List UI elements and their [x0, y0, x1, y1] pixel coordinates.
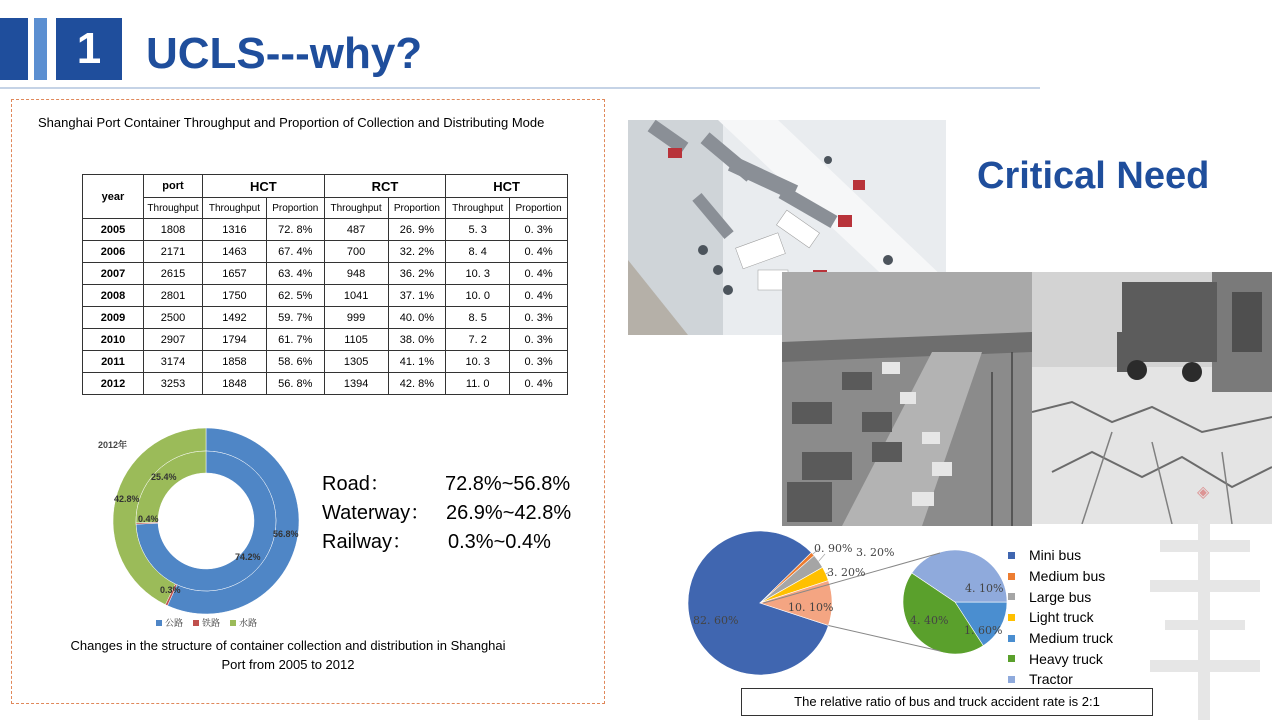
col-group-3: HCT — [446, 175, 568, 198]
table-cell: 40. 0% — [388, 307, 446, 329]
donut-label-rail-outer: 0.4% — [138, 514, 159, 524]
accident-pie-chart — [680, 525, 1020, 690]
sub-throughput: Throughput — [324, 198, 388, 219]
table-cell: 0. 4% — [510, 241, 568, 263]
table-cell: 2500 — [144, 307, 203, 329]
legend-swatch — [1008, 655, 1015, 662]
legend-swatch — [1008, 676, 1015, 683]
table-row — [83, 307, 568, 329]
caption-line-2: Port from 2005 to 2012 — [221, 657, 355, 672]
pie-label-medium-bus: 0. 90% — [814, 542, 853, 555]
year-cell: 2010 — [83, 329, 144, 351]
table-cell: 67. 4% — [266, 241, 324, 263]
table-cell: 1657 — [203, 263, 267, 285]
legend-item — [1008, 545, 1113, 566]
table-cell: 1105 — [324, 329, 388, 351]
table-title: Shanghai Port Container Throughput and Proportion of Collection and Distributing Mode — [38, 115, 545, 130]
stat-railway — [322, 528, 571, 557]
table-cell: 7. 2 — [446, 329, 510, 351]
sub-proportion: Proportion — [266, 198, 324, 219]
stat-road — [322, 470, 571, 499]
col-group-2: RCT — [324, 175, 446, 198]
table-cell: 2907 — [144, 329, 203, 351]
table-cell: 1848 — [203, 373, 267, 395]
table-cell: 700 — [324, 241, 388, 263]
legend-item — [1008, 566, 1113, 587]
donut-label-water-inner: 25.4% — [151, 472, 177, 482]
table-cell: 32. 2% — [388, 241, 446, 263]
svg-text:◈: ◈ — [1197, 482, 1210, 501]
legend-road: 公路 — [165, 619, 184, 629]
table-cell: 0. 3% — [510, 329, 568, 351]
legend-item — [1008, 648, 1113, 669]
col-year: year — [83, 175, 144, 219]
table-cell: 2615 — [144, 263, 203, 285]
traffic-jam-photo — [782, 272, 1032, 526]
table-cell: 2171 — [144, 241, 203, 263]
legend-item — [1008, 586, 1113, 607]
table-row — [83, 219, 568, 241]
table-cell: 1394 — [324, 373, 388, 395]
stat-label: Railway： — [322, 531, 413, 553]
pie-label-tractor: 4. 10% — [965, 582, 1004, 595]
sub-proportion: Proportion — [388, 198, 446, 219]
table-cell: 36. 2% — [388, 263, 446, 285]
donut-label-road-outer: 56.8% — [273, 529, 299, 539]
table-cell: 1463 — [203, 241, 267, 263]
pie-label-heavy-truck: 4. 40% — [910, 614, 949, 627]
year-cell: 2009 — [83, 307, 144, 329]
legend-label: Medium bus — [1029, 568, 1106, 585]
legend-label: Large bus — [1029, 588, 1092, 605]
watermark-logo — [1140, 520, 1270, 720]
table-cell: 62. 5% — [266, 285, 324, 307]
table-row — [83, 351, 568, 373]
header-divider — [0, 87, 1040, 89]
legend-rail: 铁路 — [202, 619, 221, 629]
table-cell: 1858 — [203, 351, 267, 373]
donut-caption — [38, 636, 538, 674]
slide-title: UCLS---why? — [146, 29, 423, 78]
table-cell: 37. 1% — [388, 285, 446, 307]
legend-water: 水路 — [239, 619, 258, 629]
table-cell: 42. 8% — [388, 373, 446, 395]
stat-value: 26.9%~42.8% — [446, 502, 572, 524]
pie-label-mini-bus: 82. 60% — [693, 614, 739, 627]
stat-waterway — [322, 499, 571, 528]
table-cell: 487 — [324, 219, 388, 241]
legend-item — [1008, 628, 1113, 649]
pie-label-medium-truck: 1. 60% — [964, 624, 1003, 637]
pie-label-large-bus: 3. 20% — [856, 546, 895, 559]
legend-label: Medium truck — [1029, 630, 1114, 647]
stat-value: 0.3%~0.4% — [448, 531, 551, 553]
legend-swatch — [1008, 552, 1015, 559]
donut-label-water-outer: 42.8% — [114, 494, 140, 504]
critical-need-heading: Critical Need — [977, 155, 1210, 197]
legend-item — [1008, 607, 1113, 628]
table-cell: 0. 4% — [510, 263, 568, 285]
section-number: 1 — [56, 18, 122, 80]
stat-label: Road： — [322, 473, 390, 495]
table-row — [83, 329, 568, 351]
year-cell: 2011 — [83, 351, 144, 373]
year-cell: 2008 — [83, 285, 144, 307]
table-cell: 0. 3% — [510, 351, 568, 373]
table-cell: 0. 3% — [510, 307, 568, 329]
table-cell: 1750 — [203, 285, 267, 307]
pie-label-trucks: 10. 10% — [788, 601, 834, 614]
year-cell: 2006 — [83, 241, 144, 263]
table-cell: 61. 7% — [266, 329, 324, 351]
table-cell: 59. 7% — [266, 307, 324, 329]
table-cell: 5. 3 — [446, 219, 510, 241]
table-cell: 72. 8% — [266, 219, 324, 241]
legend-swatch — [1008, 614, 1015, 621]
table-row — [83, 241, 568, 263]
legend-swatch — [1008, 593, 1015, 600]
accident-legend — [1008, 545, 1113, 690]
ratio-note: The relative ratio of bus and truck accident rate is 2:1 — [741, 688, 1153, 716]
table-cell: 1316 — [203, 219, 267, 241]
legend-item — [1008, 669, 1113, 690]
table-cell: 26. 9% — [388, 219, 446, 241]
table-cell: 41. 1% — [388, 351, 446, 373]
year-cell: 2005 — [83, 219, 144, 241]
throughput-table — [82, 174, 568, 395]
table-cell: 948 — [324, 263, 388, 285]
leader-line — [819, 554, 825, 561]
table-row — [83, 373, 568, 395]
damaged-road-photo — [1032, 272, 1272, 524]
table-cell: 999 — [324, 307, 388, 329]
table-cell: 10. 3 — [446, 263, 510, 285]
year-cell: 2007 — [83, 263, 144, 285]
legend-label: Tractor — [1029, 671, 1073, 688]
table-cell: 1305 — [324, 351, 388, 373]
legend-swatch — [1008, 635, 1015, 642]
header-accent-bar-light — [34, 18, 47, 80]
table-cell: 38. 0% — [388, 329, 446, 351]
legend-label: Mini bus — [1029, 547, 1082, 564]
legend-swatch-water — [230, 620, 236, 626]
pie-label-light-truck: 3. 20% — [827, 566, 866, 579]
table-row — [83, 285, 568, 307]
mode-stats — [322, 470, 571, 557]
table-cell: 63. 4% — [266, 263, 324, 285]
table-cell: 10. 0 — [446, 285, 510, 307]
donut-year-label: 2012年 — [98, 440, 128, 450]
sub-throughput: Throughput — [446, 198, 510, 219]
table-cell: 1808 — [144, 219, 203, 241]
sub-throughput: Throughput — [203, 198, 267, 219]
table-cell: 0. 3% — [510, 219, 568, 241]
legend-swatch-road — [156, 620, 162, 626]
mode-donut-chart — [90, 428, 320, 633]
col-group-1: HCT — [203, 175, 325, 198]
stat-label: Waterway： — [322, 502, 431, 524]
sub-throughput: Throughput — [144, 198, 203, 219]
table-cell: 10. 3 — [446, 351, 510, 373]
table-cell: 8. 5 — [446, 307, 510, 329]
header-accent-bar — [0, 18, 28, 80]
table-cell: 3174 — [144, 351, 203, 373]
table-cell: 3253 — [144, 373, 203, 395]
year-cell: 2012 — [83, 373, 144, 395]
legend-label: Heavy truck — [1029, 650, 1103, 667]
donut-label-road-inner: 74.2% — [235, 552, 261, 562]
table-row — [83, 263, 568, 285]
table-cell: 58. 6% — [266, 351, 324, 373]
table-cell: 0. 4% — [510, 373, 568, 395]
table-cell: 8. 4 — [446, 241, 510, 263]
caption-line-1: Changes in the structure of container collection and distribution in Shanghai — [70, 638, 506, 653]
table-cell: 56. 8% — [266, 373, 324, 395]
table-cell: 1794 — [203, 329, 267, 351]
legend-swatch-rail — [193, 620, 199, 626]
table-cell: 1041 — [324, 285, 388, 307]
legend-label: Light truck — [1029, 609, 1094, 626]
table-cell: 0. 4% — [510, 285, 568, 307]
donut-label-rail-inner: 0.3% — [160, 585, 181, 595]
table-cell: 1492 — [203, 307, 267, 329]
legend-swatch — [1008, 573, 1015, 580]
sub-proportion: Proportion — [510, 198, 568, 219]
stat-value: 72.8%~56.8% — [445, 473, 571, 495]
table-cell: 11. 0 — [446, 373, 510, 395]
col-port: port — [144, 175, 203, 198]
table-cell: 2801 — [144, 285, 203, 307]
